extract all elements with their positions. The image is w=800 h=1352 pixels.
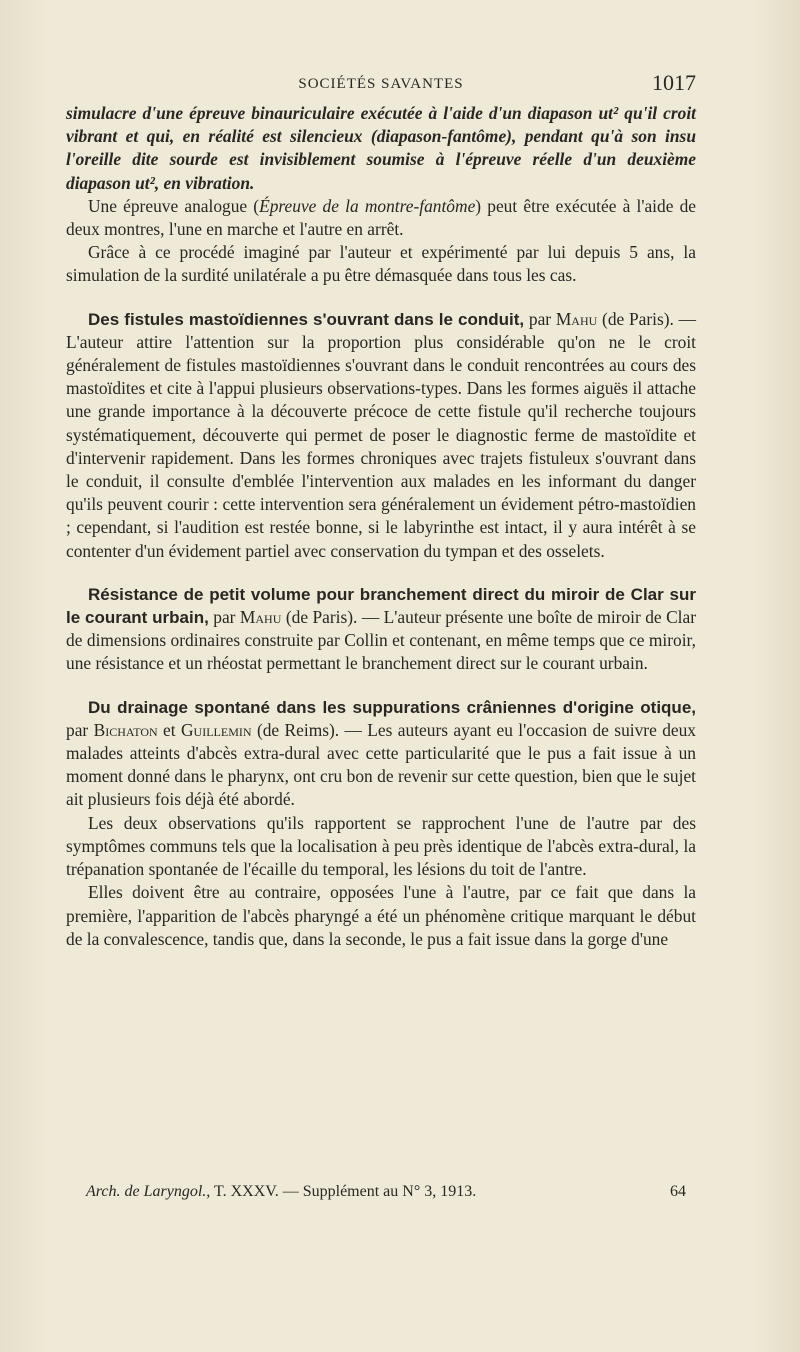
text-span: et <box>157 719 181 740</box>
intro-paragraph-2 <box>66 195 696 241</box>
author-name: Bichaton <box>93 719 158 740</box>
journal-name: Arch. de Laryngol. <box>86 1183 207 1200</box>
page-header <box>66 70 696 100</box>
journal-details: , T. XXXV. — Supplément au N° 3, 1913. <box>206 1183 477 1200</box>
text-span: par <box>524 308 556 329</box>
running-title: SOCIÉTÉS SAVANTES <box>298 76 464 92</box>
author-name: Mahu <box>555 308 598 329</box>
intro-paragraph-3: Grâce à ce procédé imaginé par l'auteur et expérimenté par lui depuis 5 ans, la simulation de la surdité unilatérale a pu être démasquée dans tous les cas. <box>66 242 696 286</box>
section-text: (de Paris). — L'auteur présente une boîte de miroir de Clar de dimensions ordinaires construite par Collin et contenant, en même temps que ce miroir, une résistance et un rhéostat permettant le branchement direct sur le courant urbain. <box>66 607 697 674</box>
article-body <box>66 102 696 951</box>
text-span: Une épreuve analogue ( <box>88 195 260 216</box>
section-text: (de Paris). — L'auteur attire l'attention sur la proportion plus considérable qu'on ne le croit généralement de fistules mastoïdiennes s'ouvrant dans le conduit rencontrées au cours des mastoïdites et cite à l'appui plusieurs observations-types. Dans les formes aiguës il attache une grande importance à la découverte précoce de cette fistule qu'il recherche toujours systématiquement, découverte qui permet de poser le diagnostic ferme de mastoïdite et d'intervenir rapidement. Dans les formes chroniques avec trajets fistuleux s'ouvrant dans le conduit, il consulte d'emblée l'intervention aux malades en les informant du danger qu'ils peuvent courir : cette intervention sera généralement un évidement pétro-mastoïdien ; cependant, si l'audition est restée bonne, si le labyrinthe est intact, il y aura intérêt à se contenter d'un évidement partiel avec conservation du tympan et des osselets. <box>66 308 696 561</box>
author-name: Mahu <box>239 607 282 628</box>
section-title: Du drainage spontané dans les suppurations crâniennes d'origine otique, <box>88 697 696 717</box>
text-span: ) peut être exécutée à l'aide de deux montres, l'une en marche et l'autre en arrêt. <box>66 195 696 240</box>
signature-mark: 64 <box>670 1183 686 1200</box>
drainage-paragraph-2: Les deux observations qu'ils rapportent se rapprochent l'une de l'autre par des symptômes communs tels que la localisation à peu près identique de l'abcès extra-dural, la trépanation spontanée de l'écaille du temporal, les lésions du toit de l'antre. <box>66 812 696 880</box>
page-footer <box>86 1183 686 1201</box>
section-fistules <box>66 308 696 563</box>
section-text: (de Reims). — Les auteurs ayant eu l'occasion de suivre deux malades atteints d'abcès extra-dural avec cette particularité que le pus a fait issue à un moment donné dans le pharynx, ont cru bon de revenir sur cette question, bien que le sujet ait plusieurs fois déjà été abordé. <box>66 719 696 810</box>
text-span: par <box>208 607 240 628</box>
drainage-paragraph-3: Elles doivent être au contraire, opposées l'une à l'autre, par ce fait que dans la première, l'apparition de l'abcès pharyngé a été un phénomène critique marquant le début de la convalescence, tandis que, dans la seconde, le pus a fait issue dans la gorge d'une <box>66 882 696 949</box>
page-number: 1017 <box>652 70 696 95</box>
intro-italic-paragraph: simulacre d'une épreuve binauriculaire exécutée à l'aide d'un diapason ut² qu'il croit vibrant et qui, en réalité est silencieux (diapason-fantôme), pendant qu'à son insu l'oreille dite sourde est invisiblement soumise à l'épreuve réelle d'un deuxième diapason ut², en vibration. <box>66 103 696 193</box>
section-drainage <box>66 696 696 812</box>
author-name: Guillemin <box>181 719 252 740</box>
text-span: par <box>66 719 94 740</box>
italic-term: Épreuve de la montre-fantôme <box>259 195 476 216</box>
journal-citation <box>86 1183 476 1201</box>
section-title: Résistance de petit volume pour branchement direct du miroir de Clar sur le courant urbain, <box>66 584 696 628</box>
section-resistance <box>66 583 696 676</box>
section-title: Des fistules mastoïdiennes s'ouvrant dans le conduit, <box>88 309 525 329</box>
